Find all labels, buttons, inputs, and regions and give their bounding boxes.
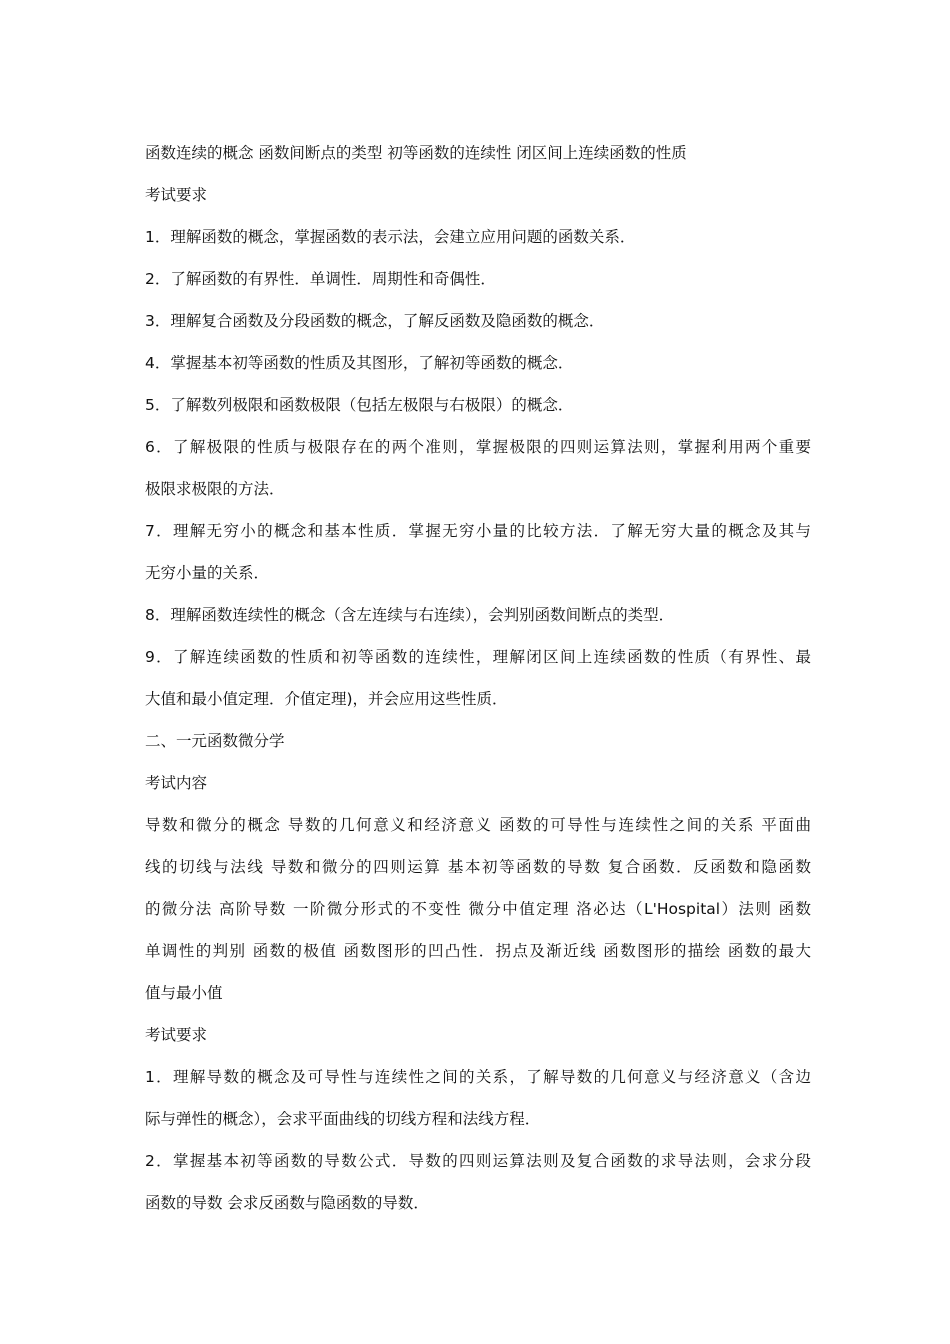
- content-paragraph-line-4: 单调性的判别 函数的极值 函数图形的凹凸性．拐点及渐近线 函数图形的描绘 函数的最大: [145, 942, 811, 960]
- topic-list-line: 函数连续的概念 函数间断点的类型 初等函数的连续性 闭区间上连续函数的性质: [145, 144, 687, 162]
- content-paragraph-line-3: 的微分法 高阶导数 一阶微分形式的不变性 微分中值定理 洛必达（L'Hospital）法则 函数: [145, 900, 811, 918]
- requirement-item-1: 1．理解函数的概念，掌握函数的表示法，会建立应用问题的函数关系．: [145, 228, 636, 246]
- content-paragraph-line-5: 值与最小值: [145, 984, 223, 1002]
- document-body: [145, 132, 811, 1224]
- section-heading-requirements-2: 考试要求: [145, 1026, 208, 1044]
- requirement-item-5: 5．了解数列极限和函数极限（包括左极限与右极限）的概念．: [145, 396, 574, 414]
- requirement-item-6-line-2: 极限求极限的方法．: [145, 480, 285, 498]
- content-paragraph-line-1: 导数和微分的概念 导数的几何意义和经济意义 函数的可导性与连续性之间的关系 平面曲: [145, 816, 811, 834]
- content-paragraph-line-2: 线的切线与法线 导数和微分的四则运算 基本初等函数的导数 复合函数．反函数和隐函数: [145, 858, 811, 876]
- requirement-item-3: 3．理解复合函数及分段函数的概念，了解反函数及隐函数的概念．: [145, 312, 605, 330]
- requirement-item-7-line-1: 7．理解无穷小的概念和基本性质．掌握无穷小量的比较方法．了解无穷大量的概念及其与: [145, 522, 811, 540]
- requirement-item-2: 2．了解函数的有界性．单调性．周期性和奇偶性．: [145, 270, 496, 288]
- section-heading-requirements: 考试要求: [145, 186, 208, 204]
- requirement-2-item-1-line-2: 际与弹性的概念），会求平面曲线的切线方程和法线方程．: [145, 1110, 541, 1128]
- requirement-item-6-line-1: 6．了解极限的性质与极限存在的两个准则，掌握极限的四则运算法则，掌握利用两个重要: [145, 438, 811, 456]
- section-heading-content: 考试内容: [145, 774, 208, 792]
- requirement-2-item-2-line-1: 2．掌握基本初等函数的导数公式．导数的四则运算法则及复合函数的求导法则，会求分段: [145, 1152, 811, 1170]
- requirement-item-8: 8．理解函数连续性的概念（含左连续与右连续），会判别函数间断点的类型．: [145, 606, 675, 624]
- requirement-item-7-line-2: 无穷小量的关系．: [145, 564, 270, 582]
- section-title-differential-calculus: 二、一元函数微分学: [145, 732, 285, 750]
- requirement-item-9-line-2: 大值和最小值定理．介值定理)，并会应用这些性质．: [145, 690, 508, 708]
- requirement-item-4: 4．掌握基本初等函数的性质及其图形，了解初等函数的概念．: [145, 354, 574, 372]
- requirement-item-9-line-1: 9．了解连续函数的性质和初等函数的连续性，理解闭区间上连续函数的性质（有界性、最: [145, 648, 811, 666]
- requirement-2-item-1-line-1: 1．理解导数的概念及可导性与连续性之间的关系，了解导数的几何意义与经济意义（含边: [145, 1068, 811, 1086]
- requirement-2-item-2-line-2: 函数的导数 会求反函数与隐函数的导数．: [145, 1194, 429, 1212]
